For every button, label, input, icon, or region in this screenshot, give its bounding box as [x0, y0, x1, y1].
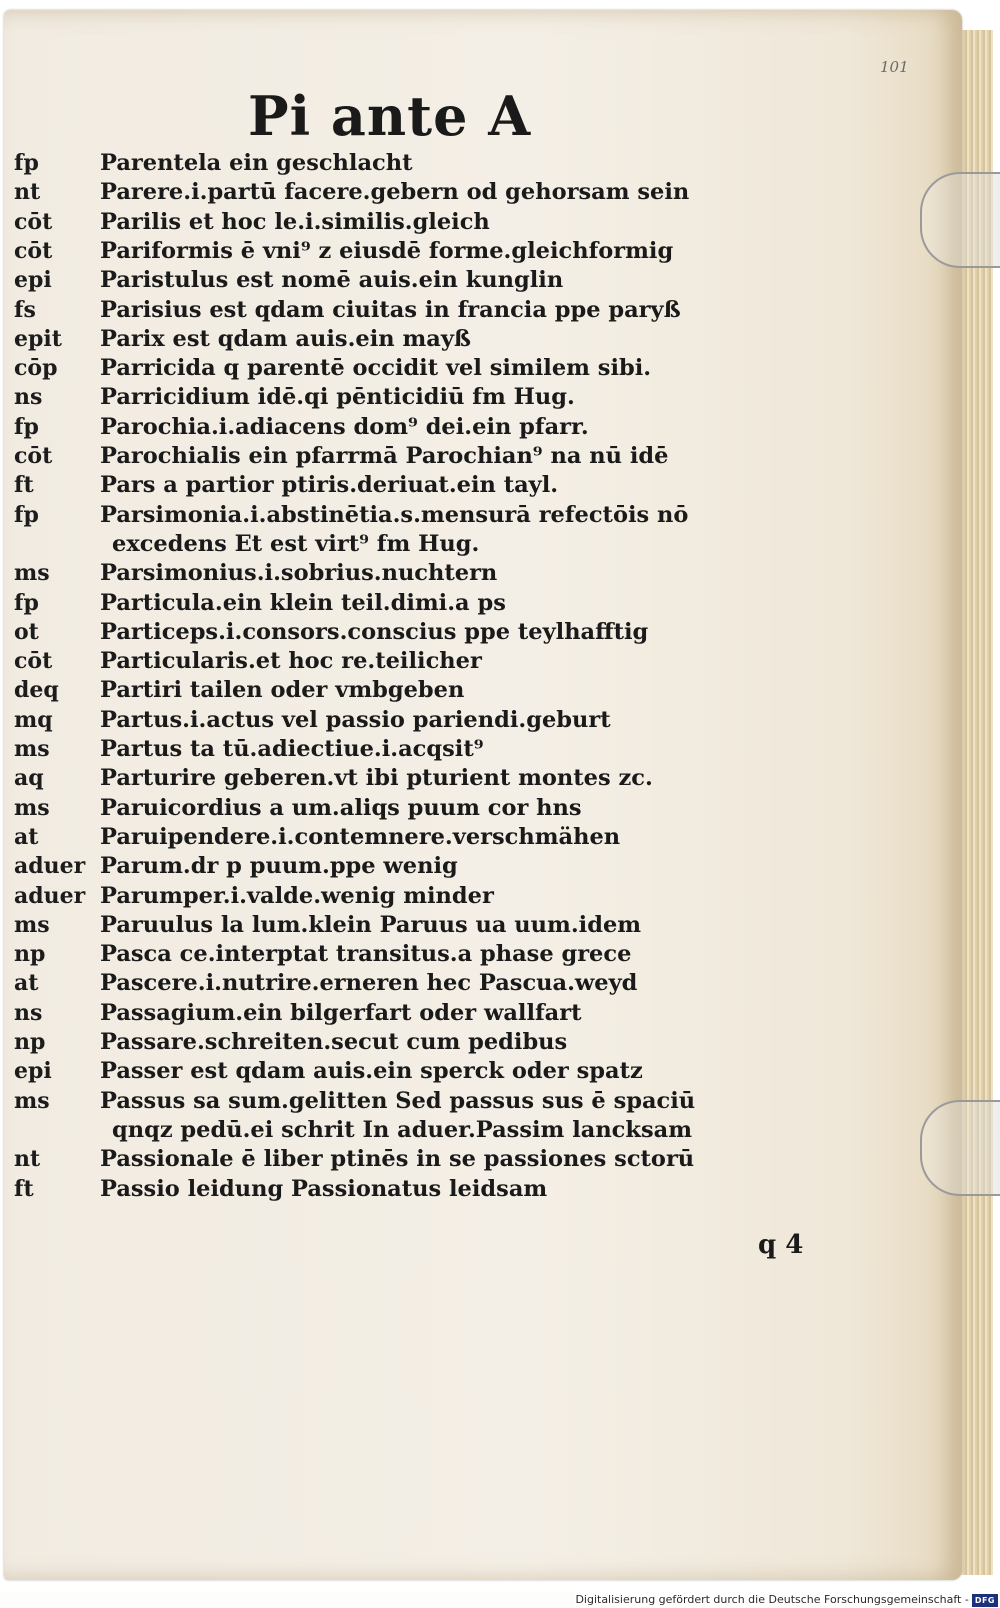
dictionary-entry: qnqz pedū.ei schrit In aduer.Passim lancksam [112, 1117, 693, 1143]
dictionary-entry: Passer est qdam auis.ein sperck oder spatz [100, 1058, 643, 1084]
footer-credit [575, 1592, 1000, 1608]
grammar-code: nt [14, 179, 41, 205]
grammar-code: cōp [14, 355, 58, 381]
dictionary-entry: Parricidium idē.qi pēnticidiū fm Hug. [100, 384, 575, 410]
grammar-code: cōt [14, 648, 53, 674]
grammar-code: ot [14, 619, 39, 645]
dictionary-entry: Pascere.i.nutrire.erneren hec Pascua.weyd [100, 970, 638, 996]
grammar-code: cōt [14, 209, 53, 235]
dictionary-entry: Parturire geberen.vt ibi pturient montes zc. [100, 765, 653, 791]
dictionary-entry: Parentela ein geschlacht [100, 150, 413, 176]
dictionary-entry: Passionale ē liber ptinēs in se passiones sctorū [100, 1146, 695, 1172]
dictionary-entry: Pasca ce.interptat transitus.a phase grece [100, 941, 632, 967]
grammar-code: ms [14, 912, 50, 938]
dictionary-entry: Parochialis ein pfarrmā Parochian⁹ na nū idē [100, 443, 669, 469]
grammar-code: cōt [14, 238, 53, 264]
grammar-code: cōt [14, 443, 53, 469]
dictionary-entry: Partus ta tū.adiectiue.i.acqsit⁹ [100, 736, 484, 762]
dictionary-entry: Partiri tailen oder vmbgeben [100, 677, 465, 703]
grammar-code: aduer [14, 853, 86, 879]
grammar-code: epi [14, 267, 52, 293]
grammar-code: fp [14, 502, 39, 528]
grammar-code: epit [14, 326, 62, 352]
dictionary-entry: Paruicordius a um.aliqs puum cor hns [100, 795, 582, 821]
grammar-code: aq [14, 765, 44, 791]
dictionary-entry: Passare.schreiten.secut cum pedibus [100, 1029, 568, 1055]
grammar-code: at [14, 824, 39, 850]
grammar-code: fp [14, 150, 39, 176]
folio-number: 101 [880, 58, 909, 76]
grammar-code: nt [14, 1146, 41, 1172]
dictionary-entry: Paruulus la lum.klein Paruus ua uum.idem [100, 912, 642, 938]
running-header: Pi ante A [248, 84, 532, 148]
dictionary-entry: Particularis.et hoc re.teilicher [100, 648, 482, 674]
footer-text: Digitalisierung gefördert durch die Deutsche Forschungsgemeinschaft - [575, 1593, 969, 1606]
grammar-code: ms [14, 736, 50, 762]
dictionary-entry: Passus sa sum.gelitten Sed passus sus ē spaciū [100, 1088, 696, 1114]
dictionary-entry: Pars a partior ptiris.deriuat.ein tayl. [100, 472, 559, 498]
dictionary-entry: Parsimonia.i.abstinētia.s.mensurā refectōis nō [100, 502, 689, 528]
dictionary-entry: Parsimonius.i.sobrius.nuchtern [100, 560, 498, 586]
dictionary-entry: Parricida q parentē occidit vel similem sibi. [100, 355, 652, 381]
grammar-code: np [14, 941, 46, 967]
clamp-tab-bottom [920, 1100, 1000, 1196]
grammar-code: deq [14, 677, 59, 703]
grammar-code: ns [14, 1000, 43, 1026]
dfg-logo: DFG [972, 1594, 998, 1607]
grammar-code: ms [14, 795, 50, 821]
grammar-code: fp [14, 414, 39, 440]
dictionary-entry: Particula.ein klein teil.dimi.a ps [100, 590, 506, 616]
grammar-code: fs [14, 297, 36, 323]
signature-mark: q 4 [758, 1230, 804, 1260]
grammar-code: epi [14, 1058, 52, 1084]
grammar-code: at [14, 970, 39, 996]
dictionary-entry: Parilis et hoc le.i.similis.gleich [100, 209, 490, 235]
dictionary-entry: Passio leidung Passionatus leidsam [100, 1176, 548, 1202]
grammar-code: ms [14, 560, 50, 586]
dictionary-entry: excedens Et est virt⁹ fm Hug. [112, 531, 480, 557]
grammar-code: fp [14, 590, 39, 616]
grammar-code: ft [14, 472, 34, 498]
dictionary-entry: Parumper.i.valde.wenig minder [100, 883, 494, 909]
grammar-code: ms [14, 1088, 50, 1114]
dictionary-entry: Passagium.ein bilgerfart oder wallfart [100, 1000, 582, 1026]
dictionary-entry: Parochia.i.adiacens dom⁹ dei.ein pfarr. [100, 414, 589, 440]
dictionary-entry: Particeps.i.consors.conscius ppe teylhafftig [100, 619, 649, 645]
dictionary-entry: Paruipendere.i.contemnere.verschmähen [100, 824, 621, 850]
grammar-code: ns [14, 384, 43, 410]
grammar-code: mq [14, 707, 53, 733]
dictionary-entry: Paristulus est nomē auis.ein kunglin [100, 267, 564, 293]
dictionary-entry: Parum.dr p puum.ppe wenig [100, 853, 458, 879]
dictionary-entry: Parisius est qdam ciuitas in francia ppe paryß [100, 297, 681, 323]
dictionary-entry: Parix est qdam auis.ein mayß [100, 326, 472, 352]
dictionary-entry: Parere.i.partū facere.gebern od gehorsam sein [100, 179, 690, 205]
grammar-code: ft [14, 1176, 34, 1202]
clamp-tab-top [920, 172, 1000, 268]
grammar-code: aduer [14, 883, 86, 909]
grammar-code: np [14, 1029, 46, 1055]
dictionary-entry: Pariformis ē vni⁹ z eiusdē forme.gleichformig [100, 238, 674, 264]
dictionary-entry: Partus.i.actus vel passio pariendi.geburt [100, 707, 611, 733]
